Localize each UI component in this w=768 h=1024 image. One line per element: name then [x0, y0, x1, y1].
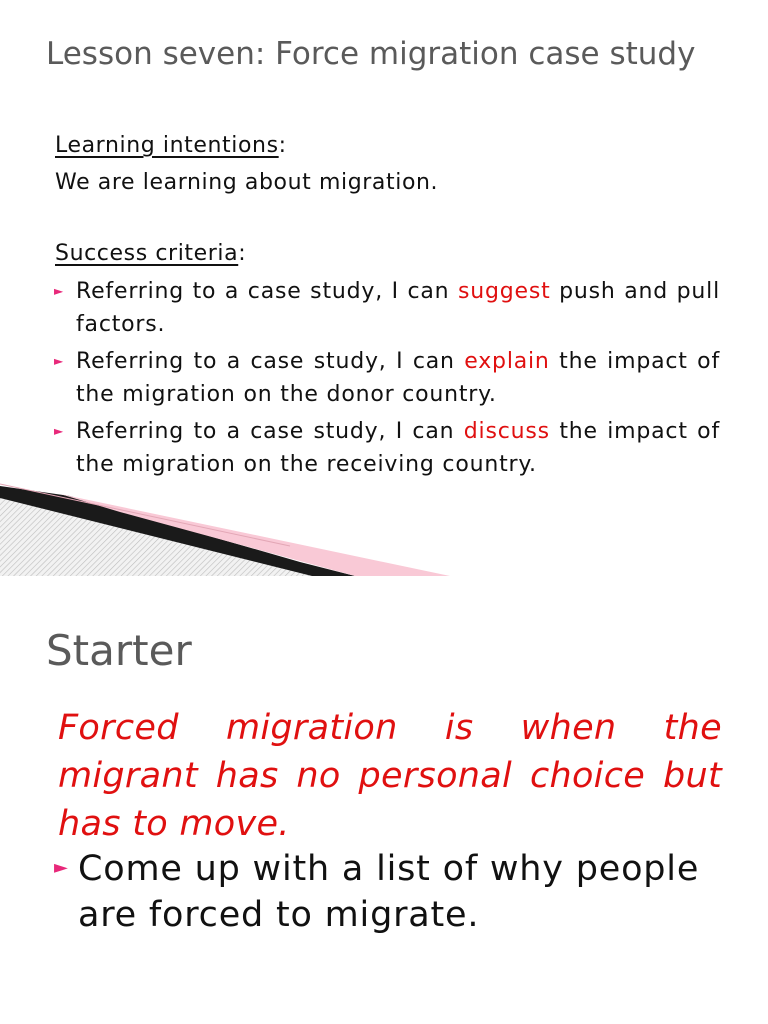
criteria-text: the impact of the migration on the receiving country.: [76, 419, 720, 477]
forced-migration-definition: Forced migration is when the migrant has no personal choice but has to move.: [58, 708, 722, 844]
learning-intentions-heading: [55, 131, 287, 161]
criteria-text: Referring to a case study, I can: [76, 349, 465, 374]
success-criteria-colon: :: [238, 241, 247, 266]
criteria-text: push and pull factors.: [76, 279, 720, 337]
learning-intentions-label: Learning intentions: [55, 133, 279, 158]
learning-intentions-colon: :: [278, 133, 287, 158]
success-criteria-heading: [55, 239, 246, 269]
criteria-item: [50, 415, 720, 481]
arrow-bullet-icon: ►: [54, 857, 69, 878]
criteria-verb: suggest: [458, 279, 551, 304]
arrow-bullet-icon: ►: [54, 424, 65, 438]
decorative-swoosh: [0, 476, 768, 576]
starter-title: Starter: [46, 626, 192, 675]
slide-2: [0, 576, 768, 1024]
criteria-text: the impact of the migration on the donor country.: [76, 349, 720, 407]
starter-task-text: Come up with a list of why people are forced to migrate.: [78, 849, 700, 935]
criteria-text: Referring to a case study, I can: [76, 419, 464, 444]
slide-title: Lesson seven: Force migration case study: [46, 36, 696, 72]
criteria-verb: explain: [464, 349, 550, 374]
learning-intentions-text: We are learning about migration.: [55, 170, 439, 195]
criteria-verb: discuss: [463, 419, 550, 444]
criteria-text: Referring to a case study, I can: [76, 279, 458, 304]
arrow-bullet-icon: ►: [54, 354, 65, 368]
arrow-bullet-icon: ►: [54, 284, 65, 298]
success-criteria-label: Success criteria: [55, 241, 239, 266]
starter-task: [54, 846, 748, 938]
criteria-item: [50, 345, 720, 411]
criteria-item: [50, 275, 720, 341]
success-criteria-list: [50, 275, 720, 485]
